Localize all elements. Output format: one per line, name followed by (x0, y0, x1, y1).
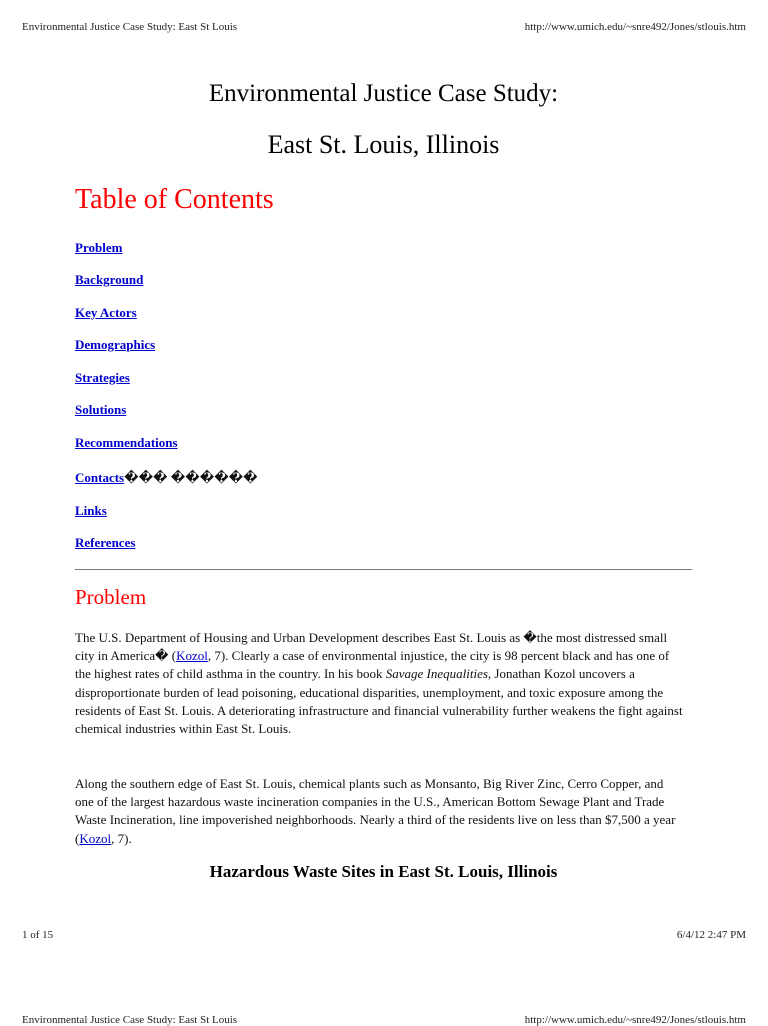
toc-link-strategies[interactable]: Strategies (75, 370, 130, 385)
toc-heading: Table of Contents (75, 184, 274, 215)
print-timestamp: 6/4/12 2:47 PM (676, 929, 746, 941)
toc-item-contacts (75, 470, 258, 486)
toc-item-background (75, 272, 143, 288)
p2-text-b: , 7). (111, 830, 132, 846)
p1-text-c: , Jonathan Kozol uncovers a disproportionate burden of lead poisoning, educational disparities, unemployment, and toxic exposure among the residents of East St. Louis. A deteriorating infrastructure and financial vulnerability further weakens the fight against chemical industries within East St. Louis. (75, 666, 683, 737)
toc-item-recommendations (75, 435, 178, 451)
toc-link-links[interactable]: Links (75, 503, 107, 518)
toc-link-demographics[interactable]: Demographics (75, 337, 156, 352)
toc-link-solutions[interactable]: Solutions (75, 402, 127, 417)
kozol-link[interactable]: Kozol (176, 648, 208, 664)
kozol-link-2[interactable]: Kozol (79, 830, 112, 846)
toc-link-background[interactable]: Background (75, 272, 144, 287)
toc-link-key-actors[interactable]: Key Actors (75, 305, 137, 320)
next-page-title: Environmental Justice Case Study: East St Louis (22, 1014, 238, 1026)
toc-link-contacts[interactable]: Contacts (75, 470, 125, 485)
problem-paragraph-1 (75, 629, 683, 738)
page-title: Environmental Justice Case Study: (208, 80, 559, 107)
toc-item-references (75, 535, 135, 551)
page-subtitle: East St. Louis, Illinois (267, 130, 500, 159)
p1-text-a: The U.S. Department of Housing and Urban Development describes East St. Louis as �the most distressed small city in America� ( (75, 630, 668, 664)
toc-item-strategies (75, 370, 130, 386)
toc-link-references[interactable]: References (75, 535, 136, 550)
toc-item-links (75, 503, 107, 519)
toc-link-problem[interactable]: Problem (75, 240, 123, 255)
page-count: 1 of 15 (22, 929, 54, 941)
print-url: http://www.umich.edu/~snre492/Jones/stlouis.htm (524, 21, 746, 33)
toc-item-problem (75, 240, 122, 256)
toc-item-demographics (75, 337, 155, 353)
toc-link-recommendations[interactable]: Recommendations (75, 435, 178, 450)
toc-contacts-suffix: ��� ������ (124, 470, 258, 485)
book-title: Savage Inequalities (385, 666, 488, 682)
toc-item-key-actors (75, 305, 137, 321)
next-page-url: http://www.umich.edu/~snre492/Jones/stlouis.htm (524, 1014, 746, 1026)
p1-text-b: , 7). Clearly a case of environmental injustice, the city is 98 percent black and has one of the highest rates of child asthma in the country. In his book (75, 648, 670, 682)
p2-text-a: Along the southern edge of East St. Louis, chemical plants such as Monsanto, Big River Zinc, Cerro Copper, and one of the largest hazardous waste incineration companies in the U.S., American Bottom Sewage Plant and Trade Waste Incineration, line impoverished neighborhoods. Nearly a third of the residents live on less than $7,500 a year ( (75, 776, 676, 846)
print-page-title: Environmental Justice Case Study: East St Louis (22, 21, 238, 33)
problem-paragraph-2 (75, 775, 683, 848)
section-heading-problem: Problem (75, 585, 147, 609)
hazardous-sites-heading: Hazardous Waste Sites in East St. Louis, Illinois (209, 862, 558, 881)
toc-item-solutions (75, 402, 126, 418)
section-divider (75, 569, 692, 570)
